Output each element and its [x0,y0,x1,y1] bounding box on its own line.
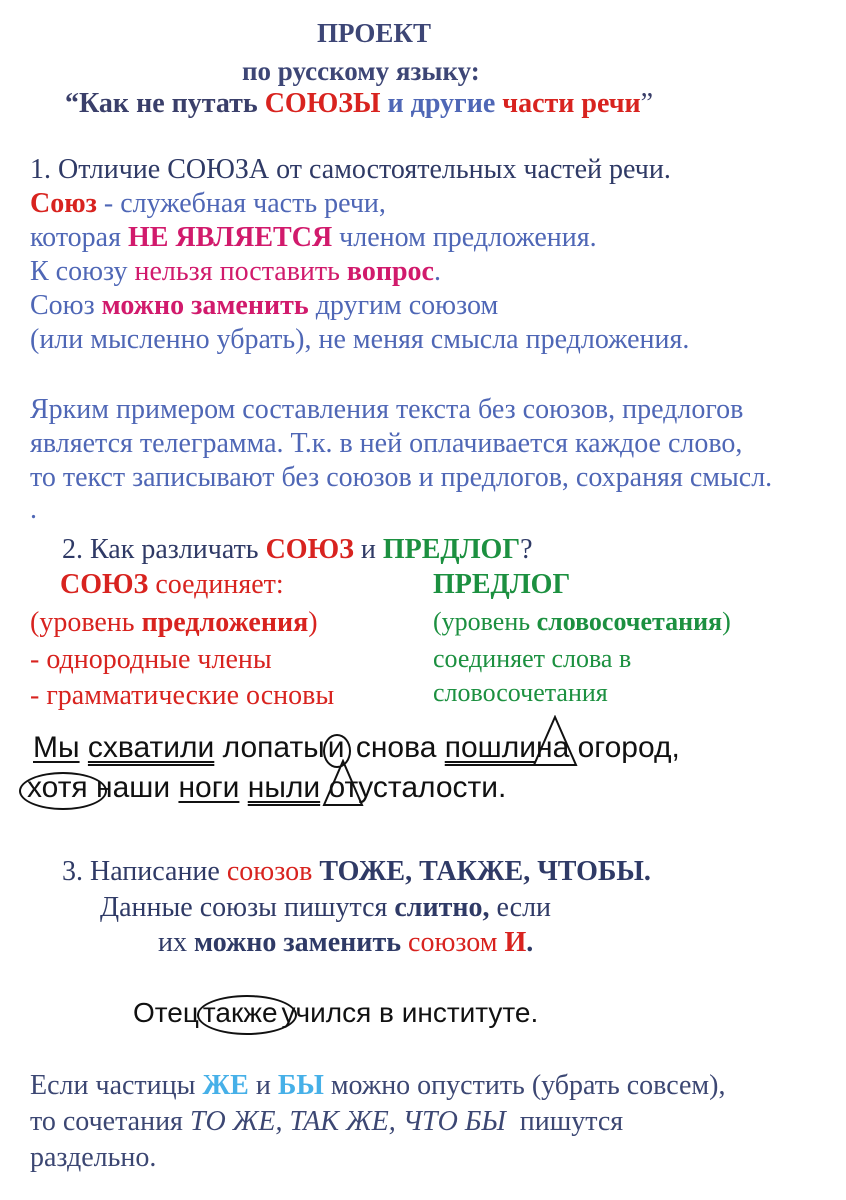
word-uchilsya: учился в институте. [281,997,539,1028]
word-ogorod: огород, [577,731,680,764]
title-mid: и другие [380,88,503,119]
section3-line2-space [401,927,408,958]
mozhno-zamenit: можно заменить [101,290,309,321]
section1-line3 [30,256,441,288]
nelzya-postavit: нельзя поставить [134,256,340,287]
section1-para-2: является телеграмма. Т.к. в ней оплачивается каждое слово, [30,428,743,459]
predlog-line-2: словосочетания [433,678,608,707]
word-i: и [327,731,345,764]
section3-line1-pre: Данные союзы пишутся [100,892,395,923]
particles-line2-post: пишутся [505,1106,624,1137]
word-ustalosti: усталости. [358,771,507,804]
title-line-1 [0,18,846,49]
section1-line1 [30,188,386,220]
word-nyli: ныли [247,771,321,804]
soyuz-column-title [60,569,284,601]
section3-heading-pre: 3. Написание [62,856,227,887]
section1-para-1: Ярким примером составления текста без союзов, предлогов [30,394,744,425]
example-sentence-line-2 [27,771,506,805]
predlog-level-pre: (уровень [433,607,537,636]
section1-para-3: то текст записывают без союзов и предлогов, сохраняя смысл. [30,462,773,493]
predlog-column-title: ПРЕДЛОГ [433,569,571,600]
soyuz-column-title-word: СОЮЗ [60,569,149,600]
particle-by: БЫ [277,1070,324,1101]
section1-line4-post: другим союзом [308,290,499,321]
particles-line1-post: можно опустить (убрать совсем), [323,1070,726,1101]
example-sentence-3 [133,997,538,1029]
triangle-mark [532,715,578,769]
word-na: на [536,731,570,764]
section3-line2-dot: . [526,927,534,958]
section3-line2-pre: их [158,927,194,958]
word-skhvatili: схватили [87,731,215,764]
section1-line3-space [340,256,347,287]
word-nashi: наши [96,771,171,804]
combinations-italic: ТО ЖЕ, ТАК ЖЕ, ЧТО БЫ [189,1106,506,1137]
section1-line4 [30,290,498,322]
word-otets: Отец [133,997,199,1028]
soyuz-word: Союз [30,188,97,219]
section3-mozhno-zamenit: можно заменить [193,927,402,958]
section1-line3-dot: . [433,256,441,287]
soyuz-i: И [497,927,527,958]
title-soyuzy: СОЮЗЫ [264,88,381,119]
section1-line5: (или мысленно убрать), не меняя смысла предложения. [30,324,690,355]
predlog-level-post: ) [722,607,731,636]
section3-soyuzov: союзов [226,856,313,887]
word-lopaty: лопаты [222,731,325,764]
predlog-line-1: соединяет слова в [433,644,632,673]
word-nogi: ноги [178,771,240,804]
section3-heading [62,856,651,888]
particles-line-3: раздельно. [30,1142,157,1173]
word-my: Мы [33,731,80,764]
conjunction-khotya-circled [27,771,88,805]
title-project: ПРОЕКТ [317,18,431,48]
word-ot: от [328,771,359,804]
title-line-3 [65,88,653,120]
section2-predlog: ПРЕДЛОГ [382,534,521,565]
section1-line1-rest: - служебная часть речи, [96,188,386,219]
triangle-mark-2 [322,759,364,809]
word-takzhe: также [202,997,278,1028]
soyuz-level [30,607,318,639]
soyuz-item-1: - однородные члены [30,644,272,675]
predlog-level-word: словосочетания [536,607,723,636]
word-poshli: пошли [444,731,537,764]
title-chasti: части речи [502,88,641,119]
conjunction-takzhe-circled [203,997,278,1029]
vopros-word: вопрос [346,256,434,287]
soyuz-level-pre: (уровень [30,607,142,638]
preposition-ot-triangled [329,771,359,805]
word-khotya: хотя [27,771,88,804]
title-quote-close: ” [640,88,654,119]
particles-line-1 [30,1070,725,1102]
predlog-level [433,607,731,637]
soyuz-item-2: - грамматические основы [30,680,335,711]
section2-heading-pre: 2. Как различать [62,534,266,565]
section1-line4-pre: Союз [30,290,102,321]
soyuz-level-post: ) [308,607,318,638]
section1-line2-pre: которая [30,222,128,253]
soyuz-column-title-rest: соединяет: [148,569,284,600]
particle-zhe: ЖЕ [202,1070,249,1101]
title-line-2: по русскому языку: [242,56,480,86]
section2-heading [62,534,533,566]
particles-line1-mid: и [248,1070,278,1101]
section1-line2-post: членом предложения. [332,222,597,253]
section2-heading-q: ? [520,534,533,565]
soyuz-level-word: предложения [141,607,309,638]
section3-line-2 [158,927,533,959]
particles-line-2 [30,1106,623,1138]
section3-line-1 [100,892,551,924]
section3-words: ТОЖЕ, ТАКЖЕ, ЧТОБЫ. [312,856,651,887]
section3-line1-post: если [489,892,552,923]
section2-heading-mid: и [353,534,383,565]
preposition-na-triangled [536,731,569,765]
slitno-word: слитно, [394,892,490,923]
particles-line2-pre: то сочетания [30,1106,190,1137]
oval-mark-3 [197,995,297,1035]
ne-yavlyaetsya: НЕ ЯВЛЯЕТСЯ [128,222,333,253]
particles-line1-pre: Если частицы [30,1070,203,1101]
section1-para-4: . [30,494,37,525]
section2-soyuz: СОЮЗ [265,534,354,565]
title-quote-open: “Как не путать [65,88,265,119]
section1-heading: 1. Отличие СОЮЗА от самостоятельных частей речи. [30,154,671,185]
soyuzom-word: союзом [408,927,498,958]
word-snova: снова [355,731,437,764]
section1-line2 [30,222,597,254]
oval-mark [19,772,107,810]
section1-line3-pre: К союзу [30,256,135,287]
